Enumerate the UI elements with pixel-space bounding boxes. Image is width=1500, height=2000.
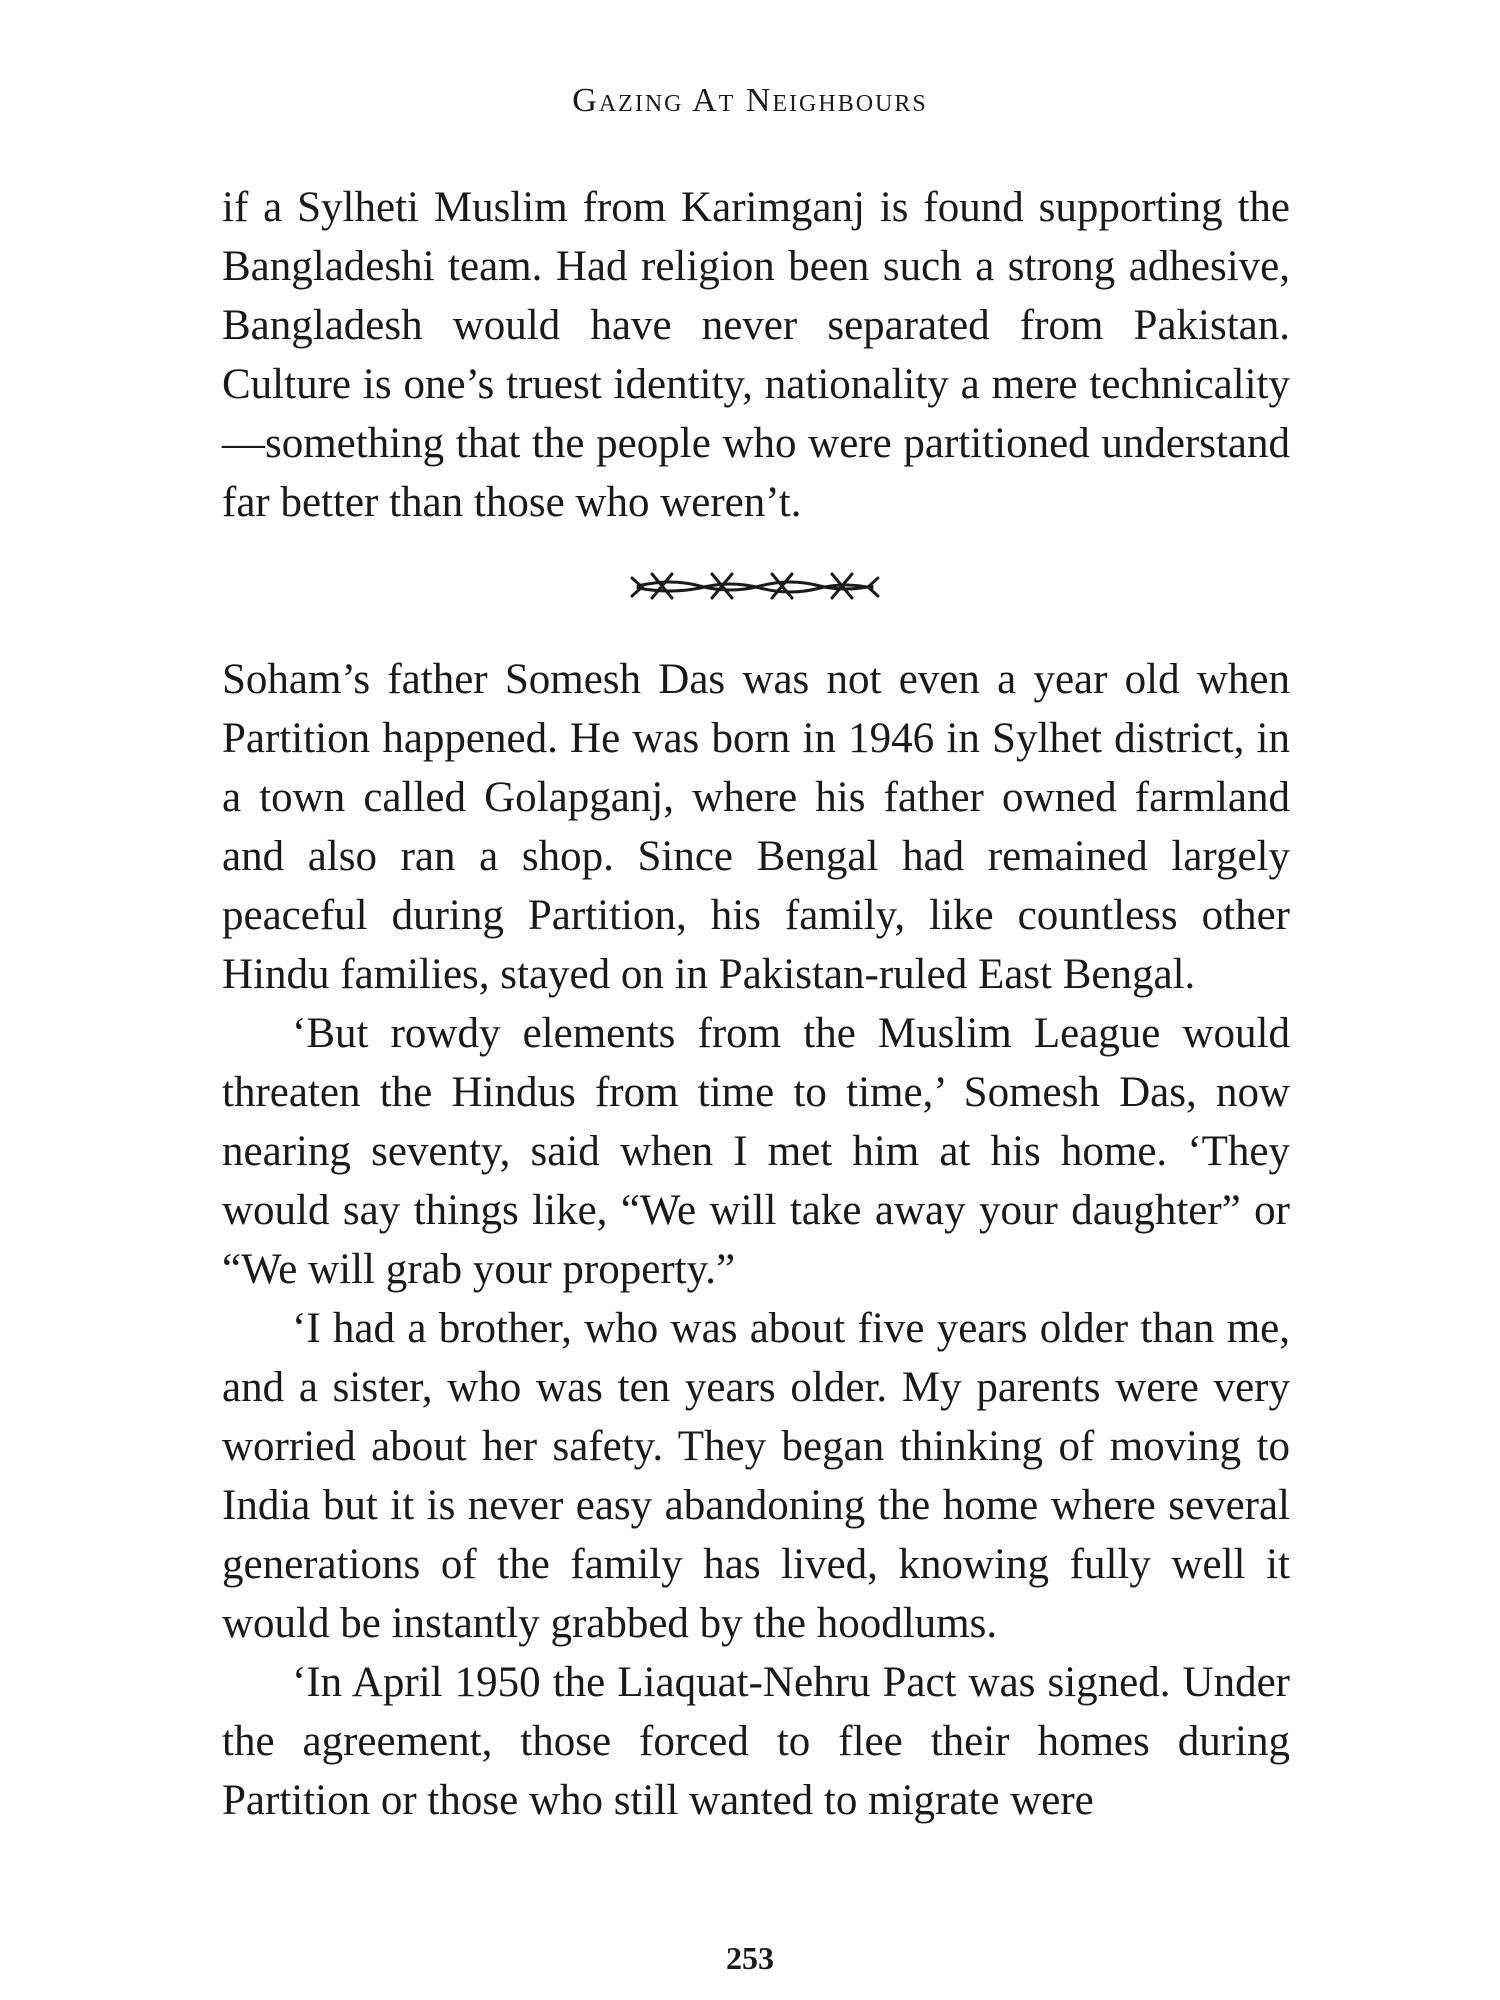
section-two-text — [222, 650, 1290, 1830]
paragraph: ‘In April 1950 the Liaquat-Nehru Pact was signed. Under the agreement, those forced to flee their homes during Partition or those who still wanted to migrate were — [222, 1659, 1290, 1824]
section-one-text — [222, 178, 1290, 532]
running-head: Gazing At Neighbours — [572, 82, 928, 119]
paragraph: ‘I had a brother, who was about five years older than me, and a sister, who was ten years older. My parents were very worried about her safety. They began thinking of moving to India but it is never easy abandoning the home where several generations of the family has lived, knowing fully well it would be instantly grabbed by the hoodlums. — [222, 1305, 1290, 1647]
barbed-wire-divider-icon — [630, 568, 880, 604]
page-number: 253 — [726, 1940, 774, 1976]
paragraph: ‘But rowdy elements from the Muslim League would threaten the Hindus from time to time,’ Somesh Das, now nearing seventy, said when I met him at his home. ‘They would say things like, “We will take away your daughter” or “We will grab your property.” — [222, 1010, 1290, 1293]
paragraph: if a Sylheti Muslim from Karimganj is found supporting the Bangladeshi team. Had religion been such a strong adhesive, Bangladesh would have never separated from Pakistan. Culture is one’s truest identity, nationality a mere technicality—something that the people who were partitioned understand far better than those who weren’t. — [222, 184, 1290, 526]
paragraph: Soham’s father Somesh Das was not even a year old when Partition happened. He was born in 1946 in Sylhet district, in a town called Golapganj, where his father owned farmland and also ran a shop. Since Bengal had remained largely peaceful during Partition, his family, like countless other Hindu families, stayed on in Pakistan-ruled East Bengal. — [222, 656, 1290, 998]
